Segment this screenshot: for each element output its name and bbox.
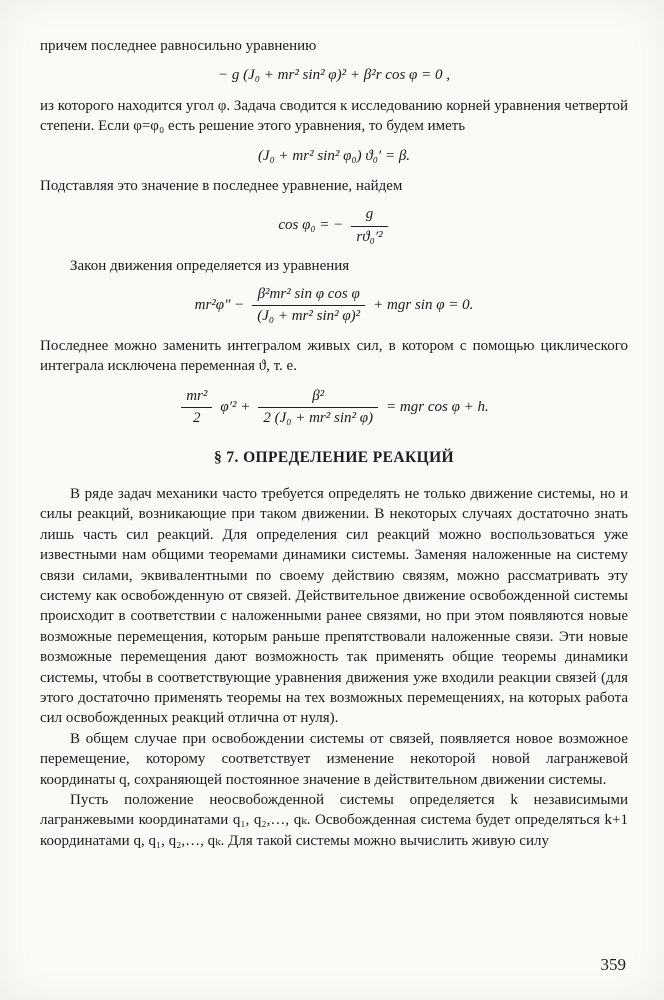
formula-4 bbox=[40, 285, 628, 326]
fraction-numerator: mr² bbox=[181, 387, 212, 408]
formula-5 bbox=[40, 386, 628, 428]
formula-4-term-2: + mgr sin φ = 0. bbox=[373, 297, 474, 314]
formula-3 bbox=[40, 205, 628, 246]
fraction-denominator: 2 bbox=[193, 409, 201, 426]
formula-1-text: − g (J₀ + mr² sin² φ)² + β²r cos φ = 0 , bbox=[218, 67, 450, 84]
intro-paragraph-3: Подставляя это значение в последнее уравнение, найдем bbox=[40, 177, 403, 194]
intro-paragraph-4: Закон движения определяется из уравнения bbox=[70, 257, 350, 274]
fraction-denominator: (J₀ + mr² sin² φ)² bbox=[257, 308, 361, 325]
section-paragraph-3: Пусть положение неосвобожденной системы определяется k независимыми лагранжевыми координатами q₁, q₂,…, qₖ. Освобожденная система будет определяться k+1 координатами q, q₁, q₂,…, qₖ. Для такой системы можно вычислить живую силу bbox=[40, 791, 628, 849]
fraction-denominator: rϑ₀′² bbox=[356, 228, 383, 245]
section-paragraph-2: В общем случае при освобождении системы от связей, появляется новое возможное перемещение, которому соответствует изменение некоторой новой лагранжевой координаты q, сохраняющей постоянное значение в действительном движении системы. bbox=[40, 730, 628, 788]
formula-5-fraction-1 bbox=[181, 387, 212, 428]
formula-1 bbox=[40, 65, 628, 85]
intro-paragraph-2: из которого находится угол φ. Задача сводится к исследованию корней уравнения четвертой степени. Если φ=φ₀ есть решение этого уравнения, то будем иметь bbox=[40, 97, 628, 135]
intro-paragraph-1: причем последнее равносильно уравнению bbox=[40, 38, 317, 54]
fraction-numerator: β²mr² sin φ cos φ bbox=[252, 285, 365, 306]
formula-2 bbox=[40, 146, 628, 166]
formula-4-term-1: mr²φ″ − bbox=[194, 297, 245, 314]
formula-3-lhs: cos φ₀ = − bbox=[278, 217, 344, 234]
fraction-numerator: g bbox=[351, 205, 387, 226]
fraction-numerator: β² bbox=[258, 387, 378, 408]
formula-5-term-2: = mgr cos φ + h. bbox=[386, 398, 489, 415]
intro-paragraph-5: Последнее можно заменить интегралом живых сил, в котором с помощью циклического интеграла исключена переменная ϑ, т. е. bbox=[40, 337, 628, 375]
formula-4-fraction bbox=[252, 285, 365, 326]
formula-5-term-1: φ′² + bbox=[220, 398, 251, 415]
fraction-denominator: 2 (J₀ + mr² sin² φ) bbox=[263, 409, 374, 426]
section-heading: § 7. ОПРЕДЕЛЕНИЕ РЕАКЦИЙ bbox=[213, 449, 455, 467]
page-number: 359 bbox=[600, 954, 626, 974]
formula-5-fraction-2 bbox=[258, 387, 378, 428]
formula-2-text: (J₀ + mr² sin² φ₀) ϑ₀′ = β. bbox=[257, 147, 411, 164]
section-paragraph-1: В ряде задач механики часто требуется определять не только движение системы, но и силы реакций, возникающие при таком движении. В некоторых случаях достаточно знать лишь часть сил реакций. Для определения сил реакций можно воспользоваться уже известными нам общими теоремами динамики системы. Заменяя наложенные на систему связи силами, эквивалентными по своему действию связям, можно рассматривать эту систему как освобожденную от связей. Действительное движение освобожденной системы происходит в соответствии с наложенными ранее связями, но при этом появляются новые возможные перемещения, которым раньше препятствовали наложенные связи. Эти новые возможные перемещения дают возможность так применять общие теоремы динамики системы, чтобы в соответствующие уравнения движения уже входили реакции связей (для этого достаточно применять теоремы на тех возможных перемещениях, на которых работа сил освобожденных реакций отлична от нуля). bbox=[40, 486, 628, 727]
formula-3-fraction bbox=[351, 205, 387, 246]
